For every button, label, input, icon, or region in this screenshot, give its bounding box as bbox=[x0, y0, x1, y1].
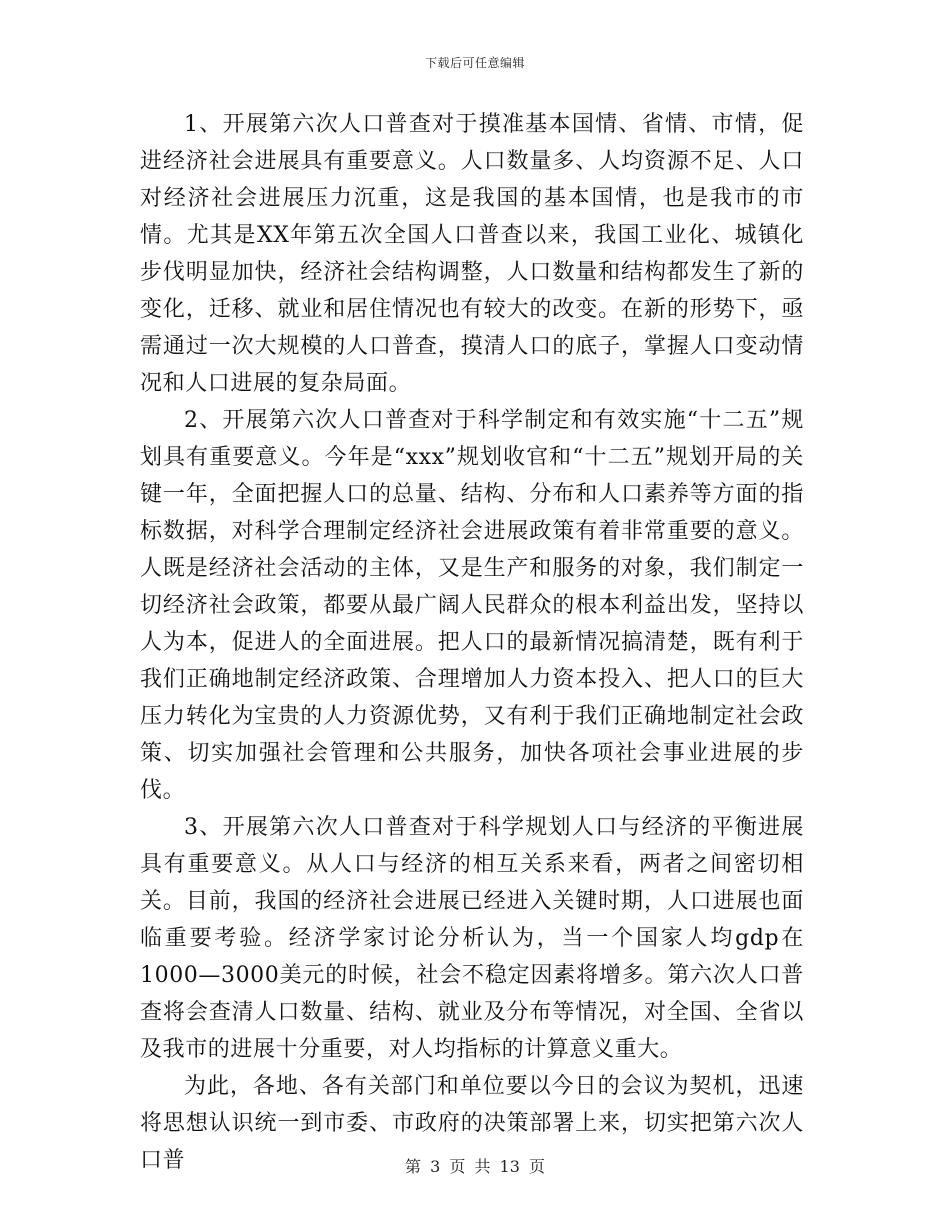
paragraph-3: 3、开展第六次人口普查对于科学规划人口与经济的平衡进展具有重要意义。从人口与经济的相互关系来看，两者之间密切相关。目前，我国的经济社会进展已经进入关键时期，人口进展也面临重要考验。经济学家讨论分析认为，当一个国家人均gdp在1000—3000美元的时候，社会不稳定因素将增多。第六次人口普查将会查清人口数量、结构、就业及分布等情况，对全国、全省以及我市的进展十分重要，对人均指标的计算意义重大。 bbox=[140, 815, 804, 1062]
paragraph-4: 为此，各地、各有关部门和单位要以今日的会议为契机，迅速将思想认识统一到市委、市政府的决策部署上来，切实把第六次人口普 bbox=[140, 1074, 804, 1173]
page-header: 下载后可任意编辑 bbox=[424, 56, 525, 70]
paragraph-2: 2、开展第六次人口普查对于科学制定和有效实施“十二五”规划具有重要意义。今年是“xxx”规划收官和“十二五”规划开局的关键一年，全面把握人口的总量、结构、分布和人口素养等方面的指标数据，对科学合理制定经济社会进展政策有着非常重要的意义。人既是经济社会活动的主体，又是生产和服务的对象，我们制定一切经济社会政策，都要从最广阔人民群众的根本利益出发，坚持以人为本，促进人的全面进展。把人口的最新情况搞清楚，既有利于我们正确地制定经济政策、合理增加人力资本投入、把人口的巨大压力转化为宝贵的人力资源优势，又有利于我们正确地制定社会政策、切实加强社会管理和公共服务，加快各项社会事业进展的步伐。 bbox=[140, 408, 804, 803]
paragraph-1: 1、开展第六次人口普查对于摸准基本国情、省情、市情，促进经济社会进展具有重要意义。人口数量多、人均资源不足、人口对经济社会进展压力沉重，这是我国的基本国情，也是我市的市情。尤其是XX年第五次全国人口普查以来，我国工业化、城镇化步伐明显加快，经济社会结构调整，人口数量和结构都发生了新的变化，迁移、就业和居住情况也有较大的改变。在新的形势下，亟需通过一次大规模的人口普查，摸清人口的底子，掌握人口变动情况和人口进展的复杂局面。 bbox=[140, 112, 804, 396]
page-number-footer: 第 3 页 共 13 页 bbox=[405, 1157, 545, 1176]
document-body bbox=[140, 106, 804, 1179]
